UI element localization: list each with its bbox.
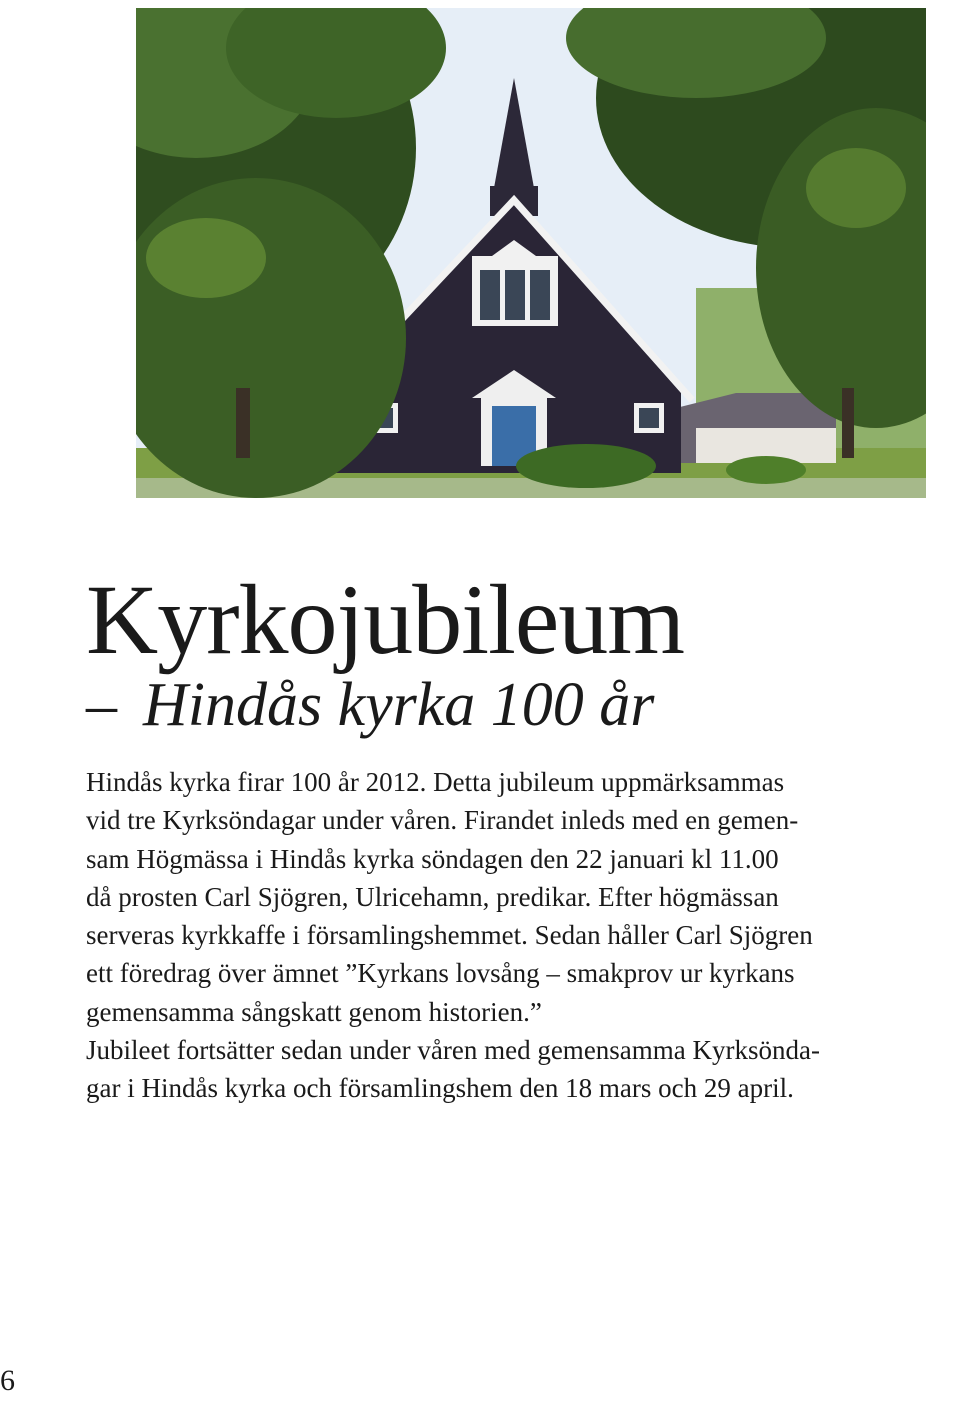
body-line: serveras kyrkkaffe i församlingshemmet. Sedan håller Carl Sjögren [86,920,813,951]
article-title: Kyrkojubileum [86,564,685,675]
body-line: Hindås kyrka firar 100 år 2012. Detta jubileum uppmärksammas [86,767,785,797]
body-line: gemensamma sångskatt genom historien.” [86,996,542,1027]
church-photo [136,8,926,498]
body-line: vid tre Kyrksöndagar under våren. Firandet inleds med en gemen- [86,805,799,836]
article-body [86,763,954,1108]
body-line: sam Högmässa i Hindås kyrka söndagen den 22 januari kl 11.00 [86,843,779,874]
page-number: 6 [0,1364,15,1397]
body-line: då prosten Carl Sjögren, Ulricehamn, predikar. Efter högmässan [86,881,779,912]
church-photo-illustration [136,8,926,498]
subtitle-dash: – [86,671,117,739]
article-subtitle [86,668,654,742]
body-line: Jubileet fortsätter sedan under våren med gemensamma Kyrksönda- [86,1035,820,1066]
subtitle-text: Hindås kyrka 100 år [143,671,655,739]
body-line: ett föredrag över ämnet ”Kyrkans lovsång – smakprov ur kyrkans [86,958,795,989]
body-line: gar i Hindås kyrka och församlingshem den 18 mars och 29 april. [86,1073,794,1104]
